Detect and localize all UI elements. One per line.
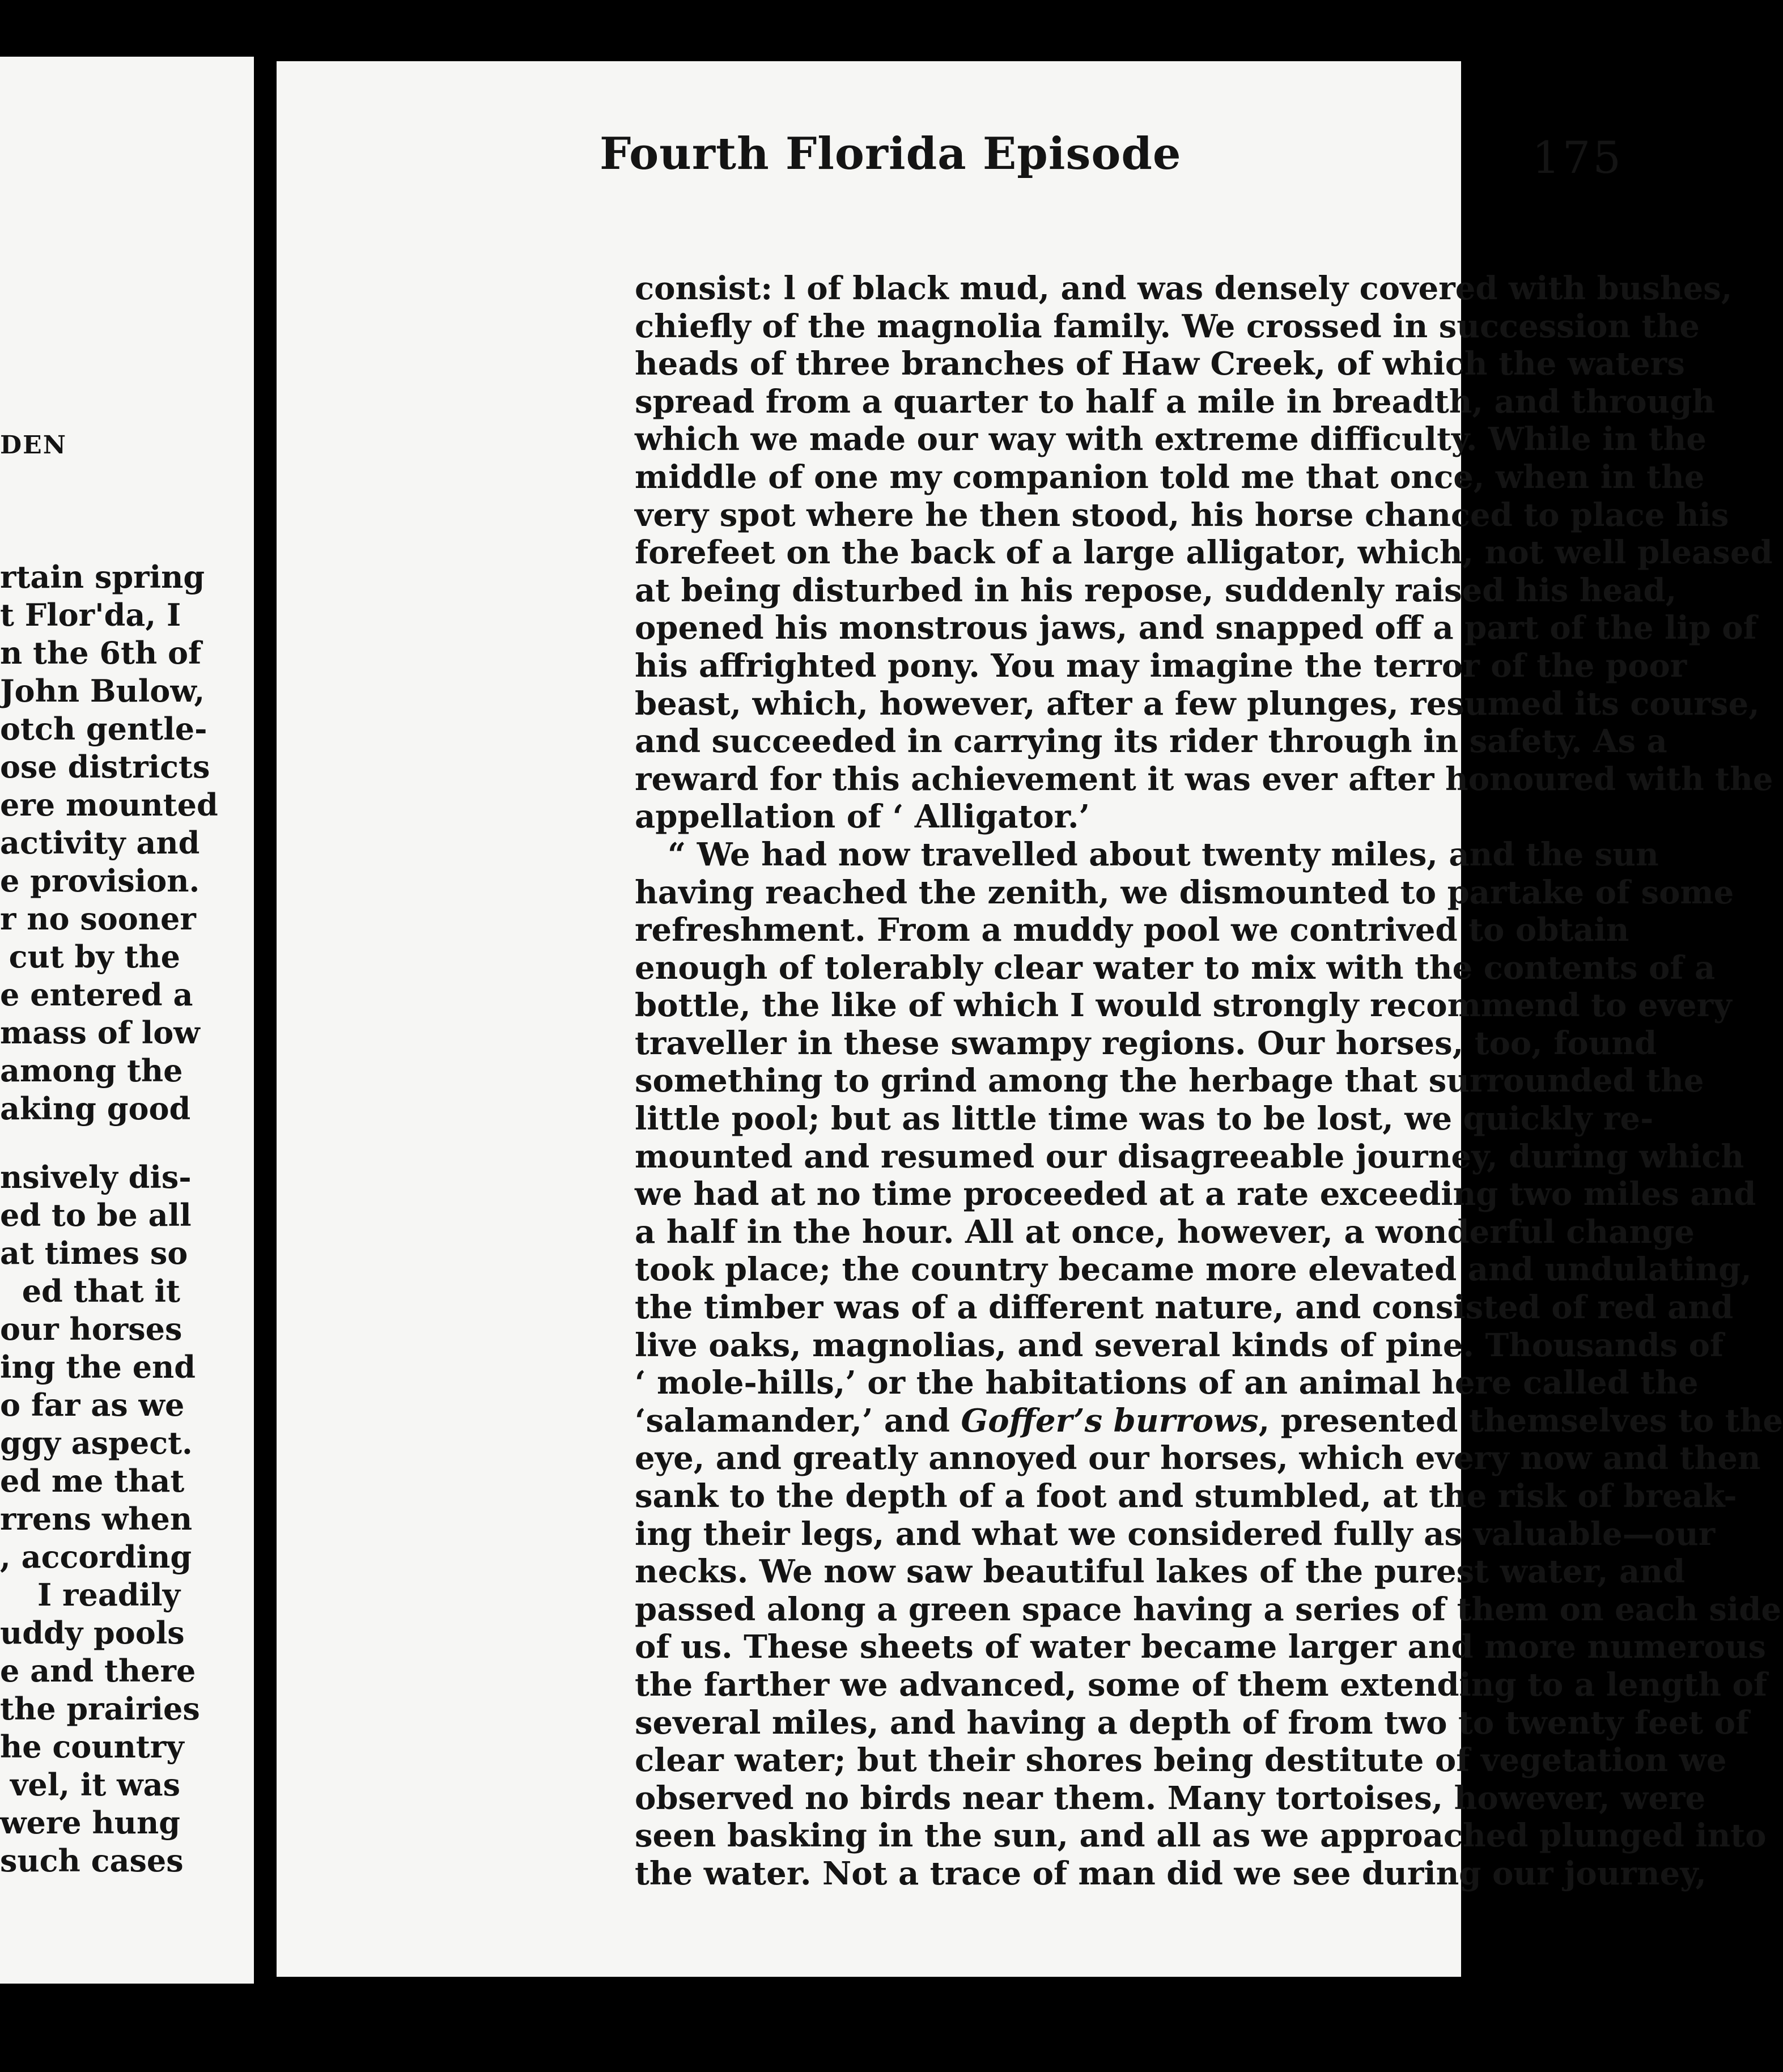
previous-page-line: nsively dis-: [0, 1159, 192, 1195]
previous-page-heading-fragment: DEN: [0, 431, 67, 460]
text-line: the water. Not a trace of man did we see during our journey,: [635, 1854, 1706, 1892]
text-line: ‘salamander,’ and Goffer’s burrows, presented themselves to the: [635, 1402, 1783, 1440]
previous-page-line: vel, it was: [10, 1767, 180, 1803]
text-line: clear water; but their shores being destitute of vegetation we: [635, 1742, 1727, 1780]
text-line: something to grind among the herbage that surrounded the: [635, 1062, 1704, 1100]
previous-page-line: t Flor'da, I: [0, 597, 181, 633]
text-line: very spot where he then stood, his horse chanced to place his: [635, 496, 1729, 534]
text-line: live oaks, magnolias, and several kinds of pine. Thousands of: [635, 1326, 1724, 1364]
text-line: traveller in these swampy regions. Our horses, too, found: [635, 1024, 1657, 1062]
italic-term: Goffer’s burrows: [961, 1402, 1259, 1440]
previous-page-line: ggy aspect.: [0, 1425, 193, 1461]
text-line: observed no birds near them. Many tortoises, however, were: [635, 1779, 1706, 1817]
text-line: which we made our way with extreme difficulty. While in the: [635, 421, 1706, 458]
previous-page-line: our horses: [0, 1311, 182, 1347]
text-line: sank to the depth of a foot and stumbled, at the risk of break-: [635, 1477, 1737, 1515]
text-line: the farther we advanced, some of them extending to a length of: [635, 1666, 1767, 1704]
previous-page-line: he country: [0, 1729, 184, 1765]
previous-page-line: ed to be all: [0, 1197, 192, 1233]
text-line: little pool; but as little time was to be lost, we quickly re-: [635, 1100, 1654, 1138]
previous-page-fragment: [0, 57, 254, 1984]
previous-page-line: n the 6th of: [0, 635, 202, 671]
previous-page-line: ere mounted: [0, 787, 218, 823]
text-line: his affrighted pony. You may imagine the terror of the poor: [635, 647, 1687, 685]
text-line: reward for this achievement it was ever after honoured with the: [635, 760, 1773, 798]
previous-page-line: uddy pools: [0, 1615, 185, 1651]
previous-page-line: rtain spring: [0, 559, 205, 595]
text-line: enough of tolerably clear water to mix with the contents of a: [635, 949, 1716, 987]
text-line: bottle, the like of which I would strongly recommend to every: [635, 987, 1732, 1025]
text-line: spread from a quarter to half a mile in breadth, and through: [635, 383, 1716, 421]
previous-page-line: r no sooner: [0, 901, 196, 937]
text-line: the timber was of a different nature, and consisted of red and: [635, 1289, 1734, 1327]
text-line: consist: l of black mud, and was densely covered with bushes,: [635, 270, 1733, 307]
text-line: ‘ mole-hills,’ or the habitations of an animal here called the: [635, 1364, 1699, 1402]
previous-page-line: were hung: [0, 1804, 180, 1841]
previous-page-line: aking good: [0, 1090, 191, 1127]
running-title: Fourth Florida Episode: [600, 128, 1182, 180]
previous-page-line: rrens when: [0, 1501, 193, 1537]
previous-page-line: activity and: [0, 825, 200, 861]
text-line: “ We had now travelled about twenty miles, and the sun: [668, 835, 1659, 873]
previous-page-line: I readily: [37, 1577, 180, 1613]
previous-page-line: the prairies: [0, 1691, 200, 1727]
previous-page-line: e and there: [0, 1653, 196, 1689]
previous-page-line: John Bulow,: [0, 673, 205, 709]
previous-page-line: e entered a: [0, 976, 193, 1013]
text-line: ing their legs, and what we considered fully as valuable—our: [635, 1515, 1716, 1553]
text-line: chiefly of the magnolia family. We crossed in succession the: [635, 307, 1700, 345]
previous-page-line: such cases: [0, 1842, 184, 1879]
previous-page-line: ed that it: [22, 1273, 180, 1309]
text-line: appellation of ‘ Alligator.’: [635, 798, 1090, 836]
text-line: passed along a green space having a series of them on each side: [635, 1590, 1781, 1628]
text-line: we had at no time proceeded at a rate exceeding two miles and: [635, 1175, 1756, 1213]
previous-page-line: ing the end: [0, 1349, 196, 1385]
page-gutter: [254, 0, 277, 2072]
text-line: of us. These sheets of water became larger and more numerous: [635, 1628, 1766, 1666]
previous-page-line: mass of low: [0, 1014, 200, 1051]
text-line: and succeeded in carrying its rider through in safety. As a: [635, 723, 1667, 761]
text-line: eye, and greatly annoyed our horses, which every now and then: [635, 1440, 1761, 1477]
text-line: opened his monstrous jaws, and snapped off a part of the lip of: [635, 609, 1757, 647]
text-line: took place; the country became more elevated and undulating,: [635, 1251, 1752, 1289]
text-line: a half in the hour. All at once, however, a wonderful change: [635, 1213, 1695, 1251]
previous-page-line: e provision.: [0, 863, 200, 899]
previous-page-line: at times so: [0, 1235, 188, 1271]
text-line: mounted and resumed our disagreeable journey, during which: [635, 1137, 1744, 1175]
text-line: several miles, and having a depth of from two to twenty feet of: [635, 1704, 1750, 1742]
text-line: forefeet on the back of a large alligator, which, not well pleased: [635, 534, 1773, 572]
book-page: [277, 61, 1783, 1977]
previous-page-line: among the: [0, 1052, 183, 1089]
previous-page-line: ose districts: [0, 749, 210, 785]
previous-page-line: o far as we: [0, 1387, 185, 1423]
text-line: beast, which, however, after a few plunges, resumed its course,: [635, 685, 1760, 723]
previous-page-line: cut by the: [9, 939, 180, 975]
previous-page-line: ed me that: [0, 1463, 185, 1499]
previous-page-text-column: [0, 558, 218, 1880]
previous-page-line: otch gentle-: [0, 711, 207, 747]
text-line: refreshment. From a muddy pool we contrived to obtain: [635, 911, 1629, 949]
text-line: necks. We now saw beautiful lakes of the purest water, and: [635, 1553, 1686, 1591]
text-line: middle of one my companion told me that once, when in the: [635, 458, 1705, 496]
text-line: at being disturbed in his repose, suddenly raised his head,: [635, 571, 1677, 609]
text-line: seen basking in the sun, and all as we approached plunged into: [635, 1817, 1767, 1855]
text-line: having reached the zenith, we dismounted to partake of some: [635, 873, 1734, 911]
body-text: [635, 270, 1783, 1893]
page-number: 175: [1532, 133, 1623, 184]
text-line: heads of three branches of Haw Creek, of which the waters: [635, 345, 1685, 383]
page-header: [600, 128, 1623, 190]
paragraph-gap: [0, 1128, 180, 1158]
previous-page-line: , according: [0, 1539, 192, 1575]
